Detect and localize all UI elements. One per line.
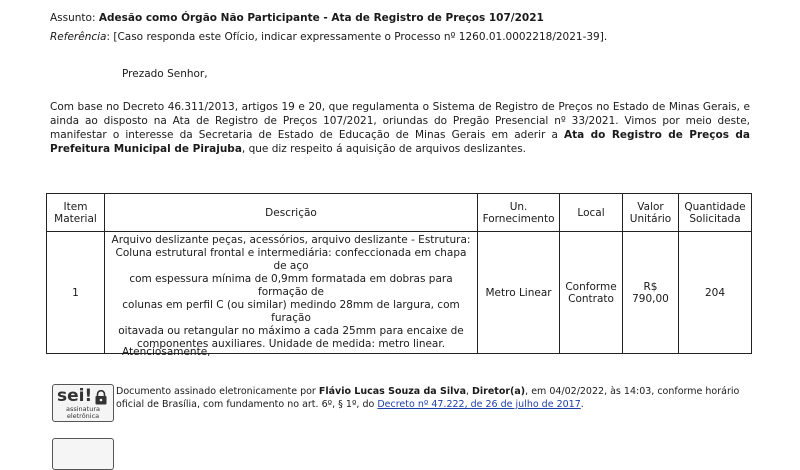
closing: Atenciosamente,: [122, 346, 211, 358]
reference-label: Referência: [50, 31, 107, 43]
sei-seal: [52, 384, 114, 422]
reference-line: [50, 31, 607, 43]
subject-label: Assunto:: [50, 12, 96, 24]
seal-subtitle: assinatura eletrônica: [66, 405, 100, 420]
paragraph-bold: Ata do Registro de Preços da Prefeitura Municipal de Pirajuba: [50, 129, 750, 155]
header-local: Local: [560, 194, 623, 232]
items-table: [46, 193, 752, 354]
signer-name: Flávio Lucas Souza da Silva: [318, 386, 466, 397]
greeting: Prezado Senhor,: [122, 68, 208, 80]
header-item: Item Material: [47, 194, 105, 232]
cell-item: 1: [47, 232, 105, 354]
second-seal: [52, 438, 114, 470]
reference-text: : [Caso responda este Ofício, indicar expressamente o Processo nº 1260.01.0002218/2021-39].: [106, 31, 608, 43]
paragraph-part-1: Com base no Decreto 46.311/2013, artigos 19 e 20, que regulamenta o Sistema de Registro de Preços no Estado de Minas Gerais, e ainda ao disposto na Ata de Registro de Preços 107/2021, oriundas do Pregão Presencial nº 33/2021. Vimos por meio deste, manifestar o interesse da Secretaria de Estado de Educação de Minas Gerais em aderir a: [50, 101, 750, 141]
cell-unit: Metro Linear: [478, 232, 560, 354]
subject-text: Adesão como Órgão Não Participante - Ata de Registro de Preços 107/2021: [98, 12, 544, 24]
seal-word: sei!: [57, 386, 93, 406]
header-unit: Un. Fornecimento: [478, 194, 560, 232]
header-value: Valor Unitário: [623, 194, 679, 232]
signature-block: Documento assinado eletronicamente por Flávio Lucas Souza da Silva, Diretor(a), em 04/02/2022, às 14:03, conforme horário oficial de Brasília, com fundamento no art. 6º, § 1º, do Decreto nº 47.222, de 26 de julho de 2017.: [116, 386, 740, 410]
subject-line: [50, 12, 544, 24]
cell-description: Arquivo deslizante peças, acessórios, arquivo deslizante - Estrutura: Coluna estrutural frontal e intermediária: confeccionada em chapa de aço com espessura mínima de 0,9mm formatada em dobras para formação de colunas em perfil C (ou similar) medindo 28mm de largura, com furação oitavada ou retangular no máximo a cada 25mm para encaixe de componentes auxiliares. Unidade de medida: metro linear.: [104, 232, 477, 354]
table-header-row: [47, 194, 752, 232]
body-paragraph: [50, 100, 750, 156]
paragraph-part-2: , que diz respeito á aquisição de arquivos deslizantes.: [241, 143, 526, 155]
cell-local: Conforme Contrato: [560, 232, 623, 354]
table-row: [47, 232, 752, 354]
header-description: Descrição: [104, 194, 477, 232]
header-quantity: Quantidade Solicitada: [678, 194, 751, 232]
cell-value: R$ 790,00: [623, 232, 679, 354]
cell-quantity: 204: [678, 232, 751, 354]
signer-role: Diretor(a): [472, 386, 526, 397]
decree-link[interactable]: Decreto nº 47.222, de 26 de julho de 2017: [377, 399, 581, 410]
